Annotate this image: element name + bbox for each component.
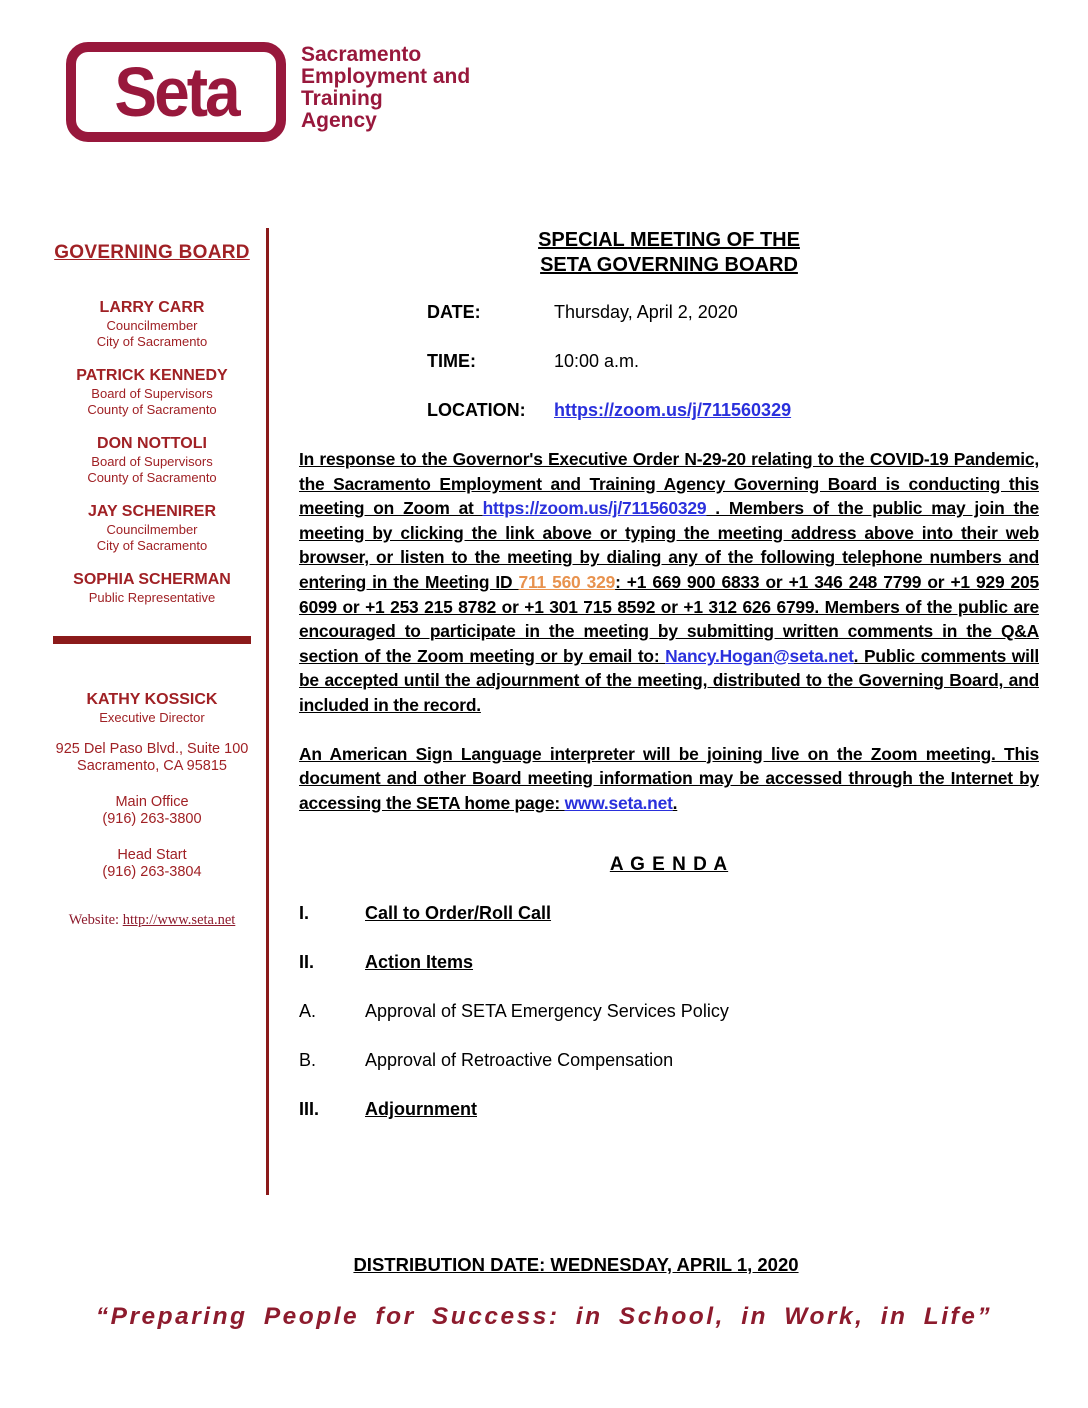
meeting-time-row [299,349,1039,374]
location-value [554,398,791,423]
office-phone: (916) 263-3804 [102,864,202,880]
agenda-item-number: III. [299,1099,320,1120]
sidebar-heading: GOVERNING BOARD [54,242,250,263]
head-start-contact [38,847,266,881]
motto-quote: “Preparing People for Success: in School, in Work, in Life” [95,1303,993,1330]
main-office-contact [38,794,266,828]
meeting-title [299,228,1039,278]
inline-link[interactable]: www.seta.net [564,792,673,813]
sidebar-divider-bar [53,636,251,644]
asl-notice-paragraph [299,742,1039,816]
member-role: Board of Supervisors [91,454,213,469]
time-label: TIME: [427,351,476,371]
member-org: City of Sacramento [96,538,208,553]
member-org: County of Sacramento [87,470,217,485]
executive-director-block [38,690,266,726]
text-segment: In response to the Governor's Executive Order N-29-20 relating to the COVID-19 Pandemic, the Sacramento Employment and Training Agency Governing Board is conducting this meeting on Zoom at [299,449,1039,519]
agenda-item-label: Action Items [365,952,474,973]
member-name: SOPHIA SCHERMAN [73,571,231,588]
office-label: Main Office [115,794,189,810]
member-role: Councilmember [106,522,198,537]
tagline-line: Agency [301,109,377,132]
member-role: Board of Supervisors [91,386,213,401]
member-role: Public Representative [88,590,216,605]
tagline-line: Employment and [301,65,471,88]
governing-board-sidebar [38,228,266,1195]
agenda-item-number: B. [299,1050,317,1071]
agency-tagline [301,42,470,142]
agenda-item-action-items [299,950,1039,975]
covid-notice-paragraph [299,447,1039,718]
seta-logo-text: Seta [114,53,238,131]
board-member [38,502,266,554]
agenda-heading: A G E N D A [609,854,729,876]
agenda-subitem-emergency-policy [299,999,1039,1024]
agenda-item-call-to-order [299,901,1039,926]
text-segment: : +1 669 900 6833 or +1 346 248 7799 or +1 929 205 6099 or +1 253 215 8782 or +1 301 715 8592 or +1 312 626 6799. Members of the public are encouraged to participate in the meeting by submitting written comments in the Q&A section of the Zoom meeting or by email to: [299,571,1039,666]
agenda-list [299,901,1039,1122]
office-label: Head Start [117,847,187,863]
agenda-item-adjournment [299,1097,1039,1122]
zoom-meeting-link[interactable]: https://zoom.us/j/711560329 [554,400,792,420]
member-org: City of Sacramento [96,334,208,349]
board-member [38,366,266,418]
text-segment: . Members of the public may join the meeting by clicking the link above or typing the meeting address above into their web browser, or listen to the meeting by dialing any of the following telephone numbers and entering in the Meeting ID [299,498,1039,592]
agenda-item-label: Approval of SETA Emergency Services Policy [365,1001,729,1022]
document-footer [0,1254,1088,1331]
inline-link[interactable]: https://zoom.us/j/711560329 [482,498,707,519]
agenda-item-number: I. [299,903,310,924]
location-label: LOCATION: [427,400,526,420]
agenda-item-label: Call to Order/Roll Call [365,903,552,924]
agenda-item-number: A. [299,1001,317,1022]
tagline-line: Training [301,87,383,110]
meeting-date-row [299,300,1039,325]
time-value: 10:00 a.m. [554,351,640,371]
agenda-item-label: Approval of Retroactive Compensation [365,1050,674,1071]
office-phone: (916) 263-3800 [102,811,202,827]
text-segment: 711 560 329 [518,571,616,592]
inline-link[interactable]: Nancy.Hogan@seta.net [665,645,854,666]
date-value: Thursday, April 2, 2020 [554,302,738,322]
date-label: DATE: [427,302,481,322]
distribution-date-line: DISTRIBUTION DATE: WEDNESDAY, APRIL 1, 2020 [353,1254,799,1275]
member-name: JAY SCHENIRER [87,503,217,520]
agenda-item-number: II. [299,952,315,973]
director-title: Executive Director [99,710,205,725]
meeting-notice-main [269,228,1088,1195]
agency-address [38,741,266,775]
agenda-item-label: Adjournment [365,1099,477,1120]
member-name: PATRICK KENNEDY [76,367,228,384]
brand-header [66,42,470,142]
board-member [38,298,266,350]
member-org: County of Sacramento [87,402,217,417]
member-role: Councilmember [106,318,198,333]
meeting-location-row [299,398,1039,423]
address-line: 925 Del Paso Blvd., Suite 100 [55,741,249,757]
website-link[interactable]: http://www.seta.net [122,912,236,928]
address-line: Sacramento, CA 95815 [77,758,227,774]
text-segment: . Public comments will be accepted until the adjournment of the meeting, distributed to the Governing Board, and included in the record. [299,645,1040,715]
board-member [38,570,266,606]
document-body [0,228,1088,1195]
meeting-meta [299,300,1039,423]
meeting-title-line: SPECIAL MEETING OF THE [538,229,800,251]
member-name: LARRY CARR [99,299,205,316]
meeting-title-line: SETA GOVERNING BOARD [540,254,798,276]
text-segment: . [672,792,678,813]
tagline-line: Sacramento [301,43,422,66]
text-segment: An American Sign Language interpreter will be joining live on the Zoom meeting. This document and other Board meeting information may be accessed through the Internet by accessing the SETA home page: [299,743,1039,813]
member-name: DON NOTTOLI [97,435,207,452]
seta-logo [66,42,286,142]
director-name: KATHY KOSSICK [86,691,218,708]
board-member [38,434,266,486]
website-line [38,912,266,929]
website-label: Website: [68,912,123,928]
agenda-subitem-retroactive-compensation [299,1048,1039,1073]
